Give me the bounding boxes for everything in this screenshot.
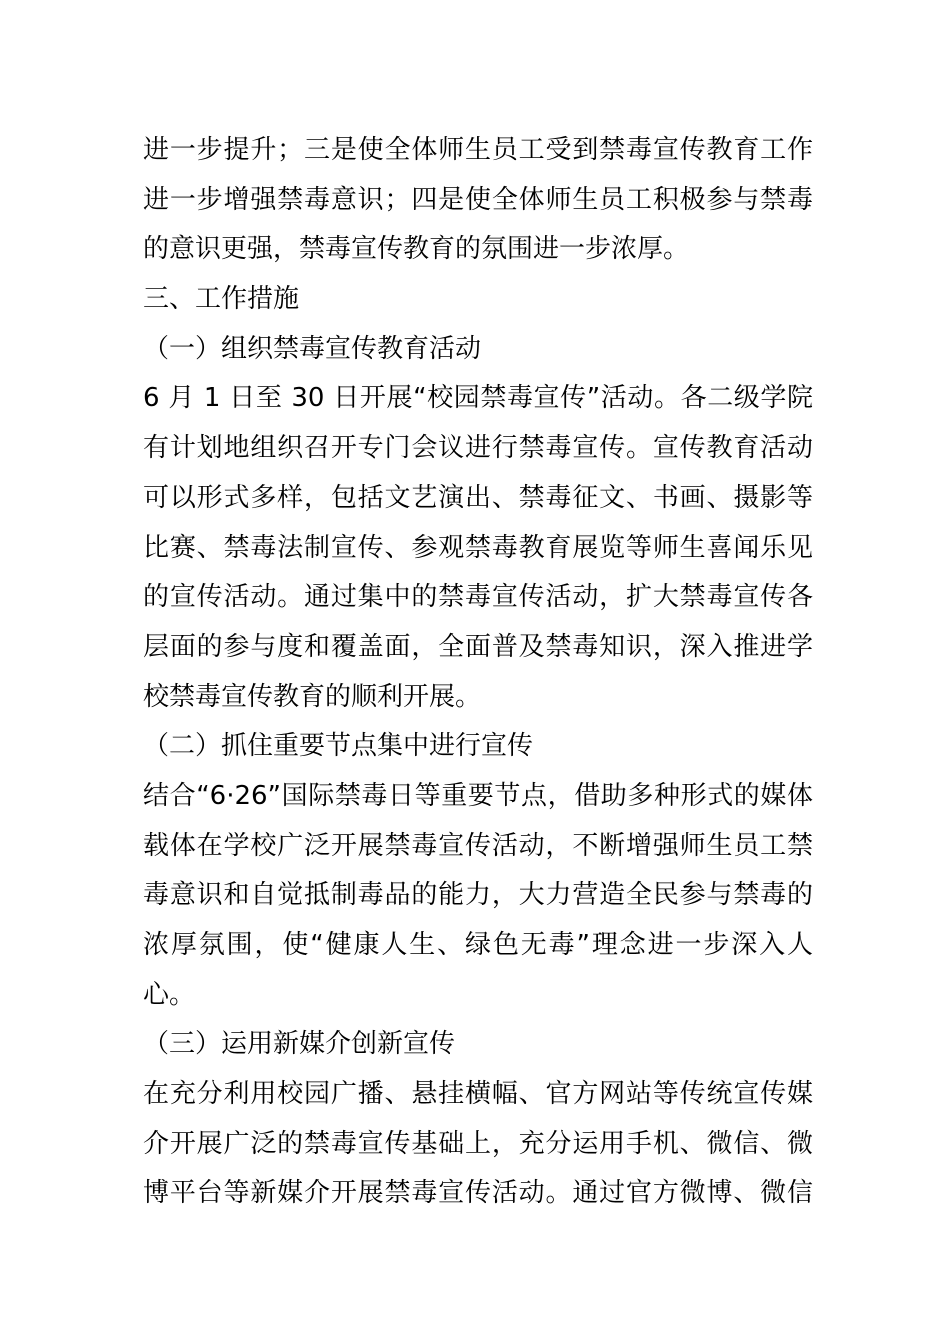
text-line: 进一步提升；三是使全体师生员工受到禁毒宣传教育工作 xyxy=(143,135,813,165)
text-line: 层面的参与度和覆盖面，全面普及禁毒知识，深入推进学 xyxy=(143,631,813,662)
text-line: 的宣传活动。通过集中的禁毒宣传活动，扩大禁毒宣传各 xyxy=(143,582,813,613)
text-line: 的意识更强，禁毒宣传教育的氛围进一步浓厚。 xyxy=(143,234,690,265)
text-line: 进一步增强禁毒意识；四是使全体师生员工积极参与禁毒 xyxy=(143,184,813,215)
text-line: 在充分利用校园广播、悬挂横幅、官方网站等传统宣传媒 xyxy=(143,1079,813,1110)
section-heading: 三、工作措施 xyxy=(143,284,300,315)
text-line: 有计划地组织召开专门会议进行禁毒宣传。宣传教育活动 xyxy=(143,433,813,464)
subsection-heading: （二）抓住重要节点集中进行宣传 xyxy=(143,731,534,762)
text-line: 浓厚氛围，使“健康人生、绿色无毒”理念进一步深入人 xyxy=(143,930,813,960)
text-line: 比赛、禁毒法制宣传、参观禁毒教育展览等师生喜闻乐见 xyxy=(143,532,813,563)
text-line: 博平台等新媒介开展禁毒宣传活动。通过官方微博、微信 xyxy=(143,1178,813,1209)
text-line: 结合“6·26”国际禁毒日等重要节点，借助多种形式的媒体 xyxy=(143,780,813,811)
text-line: 毒意识和自觉抵制毒品的能力，大力营造全民参与禁毒的 xyxy=(143,880,813,911)
text-line: 校禁毒宣传教育的顺利开展。 xyxy=(143,681,482,712)
text-line: 介开展广泛的禁毒宣传基础上，充分运用手机、微信、微 xyxy=(143,1128,813,1159)
text-line: 可以形式多样，包括文艺演出、禁毒征文、书画、摄影等 xyxy=(143,482,813,513)
subsection-heading: （三）运用新媒介创新宣传 xyxy=(143,1029,456,1060)
text-line: 心。 xyxy=(143,979,196,1010)
subsection-heading: （一）组织禁毒宣传教育活动 xyxy=(143,333,482,364)
text-line: 载体在学校广泛开展禁毒宣传活动，不断增强师生员工禁 xyxy=(143,830,813,861)
text-line: 6 月 1 日至 30 日开展“校园禁毒宣传”活动。各二级学院 xyxy=(143,383,813,414)
document-body xyxy=(143,126,813,1219)
